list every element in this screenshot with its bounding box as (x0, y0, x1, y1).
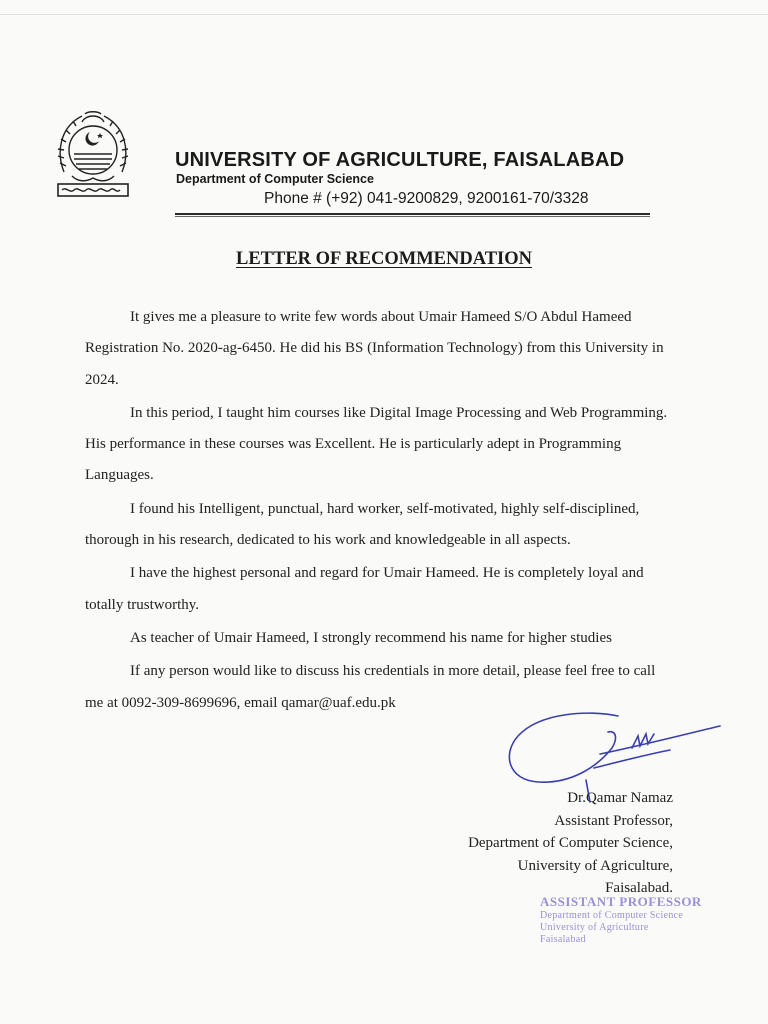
signatory-department: Department of Computer Science, (468, 835, 673, 851)
department-name: Department of Computer Science (176, 172, 374, 186)
signatory-name: Dr.Qamar Namaz (567, 790, 673, 806)
signature-block (468, 787, 673, 900)
paragraph-recommendation: As teacher of Umair Hameed, I strongly recommend his name for higher studies (130, 629, 612, 646)
official-stamp (540, 894, 702, 946)
university-name: UNIVERSITY OF AGRICULTURE, FAISALABAD (175, 149, 625, 171)
signatory-designation: Assistant Professor, (554, 812, 673, 829)
stamp-line-department: Department of Computer Science (540, 910, 684, 921)
stamp-line-title: ASSISTANT PROFESSOR (540, 894, 702, 909)
paragraph-courses: In this period, I taught him courses like Digital Image Processing and Web Programming. His performance in these courses was Excellent. He is particularly adept in Programming Languages. (85, 404, 668, 484)
stamp-line-city: Faisalabad (540, 934, 586, 945)
letter-title: LETTER OF RECOMMENDATION (235, 249, 533, 269)
signatory-university: University of Agriculture, (517, 857, 673, 874)
paragraph-qualities: I found his Intelligent, punctual, hard worker, self-motivated, highly self-disciplined, thorough in his research, dedicated to his work and knowledgeable in all aspects. (85, 500, 640, 549)
scan-edge-line (0, 14, 768, 15)
paragraph-contact: If any person would like to discuss his credentials in more detail, please feel free to call me at 0092-309-8699696, email qamar@uaf.edu.pk (85, 663, 656, 711)
letter-body (85, 302, 675, 721)
paragraph-regard: I have the highest personal and regard for Umair Hameed. He is completely loyal and totally trustworthy. (85, 565, 644, 613)
stamp-line-university: University of Agriculture (540, 922, 649, 933)
phone-number: Phone # (+92) 041-9200829, 9200161-70/3328 (264, 190, 589, 207)
header-divider (175, 213, 650, 215)
paragraph-introduction: It gives me a pleasure to write few words about Umair Hameed S/O Abdul Hameed Registration No. 2020-ag-6450. He did his BS (Information Technology) from this University in 2024. (85, 309, 664, 388)
signatory-city: Faisalabad. (605, 880, 673, 896)
university-logo-icon (52, 102, 134, 202)
header-divider-thin (175, 216, 650, 217)
